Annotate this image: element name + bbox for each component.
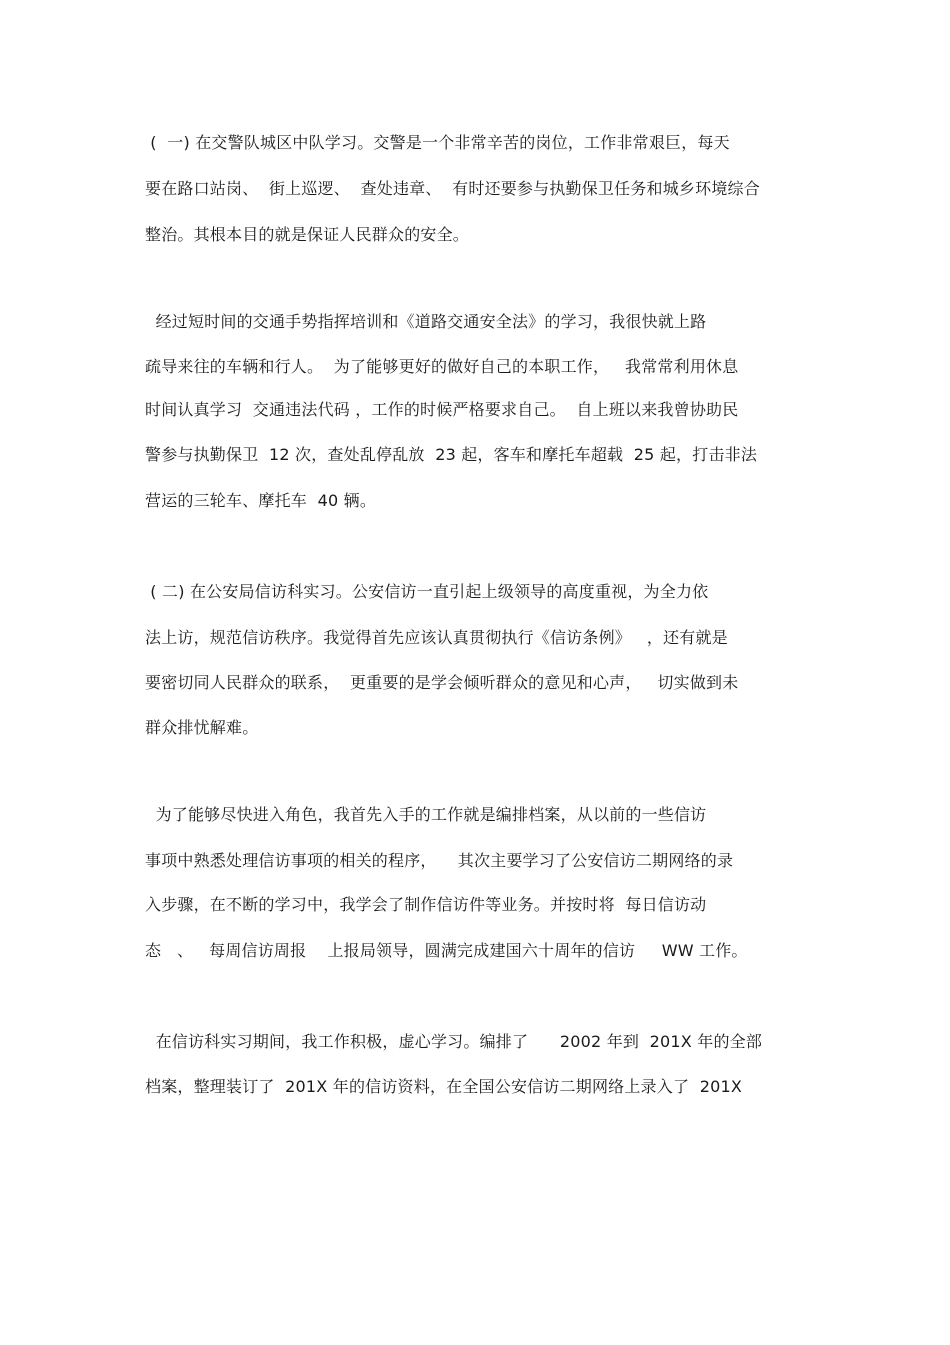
paragraph-3-line-4: 群众排忧解难。 <box>145 718 259 737</box>
paragraph-5-line-2: 档案，整理装订了 201X 年的信访资料，在全国公安信访二期网络上录入了 201X <box>145 1077 743 1096</box>
paragraph-3-line-2: 法上访，规范信访秩序。我觉得首先应该认真贯彻执行《信访条例》 ，还有就是 <box>145 628 728 647</box>
paragraph-1-line-1: ( 一) 在交警队城区中队学习。交警是一个非常辛苦的岗位，工作非常艰巨，每天 <box>145 133 730 152</box>
paragraph-4-line-2: 事项中熟悉处理信访事项的相关的程序， 其次主要学习了公安信访二期网络的录 <box>145 851 734 870</box>
paragraph-4-line-4: 态 、 每周信访周报 上报局领导，圆满完成建国六十周年的信访 WW 工作。 <box>145 941 748 960</box>
paragraph-3-line-1: ( 二) 在公安局信访科实习。公安信访一直引起上级领导的高度重视，为全力依 <box>145 582 709 601</box>
paragraph-1-line-2: 要在路口站岗、 街上巡逻、 查处违章、 有时还要参与执勤保卫任务和城乡环境综合 <box>145 179 760 198</box>
paragraph-2-line-1: 经过短时间的交通手势指挥培训和《道路交通安全法》的学习，我很快就上路 <box>145 312 707 331</box>
paragraph-1-line-3: 整治。其根本目的就是保证人民群众的安全。 <box>145 225 470 244</box>
paragraph-2-line-4: 警参与执勤保卫 12 次，查处乱停乱放 23 起，客车和摩托车超载 25 起，打击非法 <box>145 445 758 464</box>
paragraph-4-line-1: 为了能够尽快进入角色，我首先入手的工作就是编排档案，从以前的一些信访 <box>145 805 707 824</box>
paragraph-2-line-2: 疏导来往的车辆和行人。 为了能够更好的做好自己的本职工作， 我常常利用休息 <box>145 357 739 376</box>
paragraph-2-line-5: 营运的三轮车、摩托车 40 辆。 <box>145 491 377 510</box>
paragraph-3-line-3: 要密切同人民群众的联系， 更重要的是学会倾听群众的意见和心声， 切实做到未 <box>145 673 739 692</box>
paragraph-4-line-3: 入步骤，在不断的学习中，我学会了制作信访件等业务。并按时将 每日信访动 <box>145 895 707 914</box>
paragraph-5-line-1: 在信访科实习期间，我工作积极，虚心学习。编排了 2002 年到 201X 年的全部 <box>145 1032 763 1051</box>
paragraph-2-line-3: 时间认真学习 交通违法代码 ，工作的时候严格要求自己。 自上班以来我曾协助民 <box>145 400 739 419</box>
